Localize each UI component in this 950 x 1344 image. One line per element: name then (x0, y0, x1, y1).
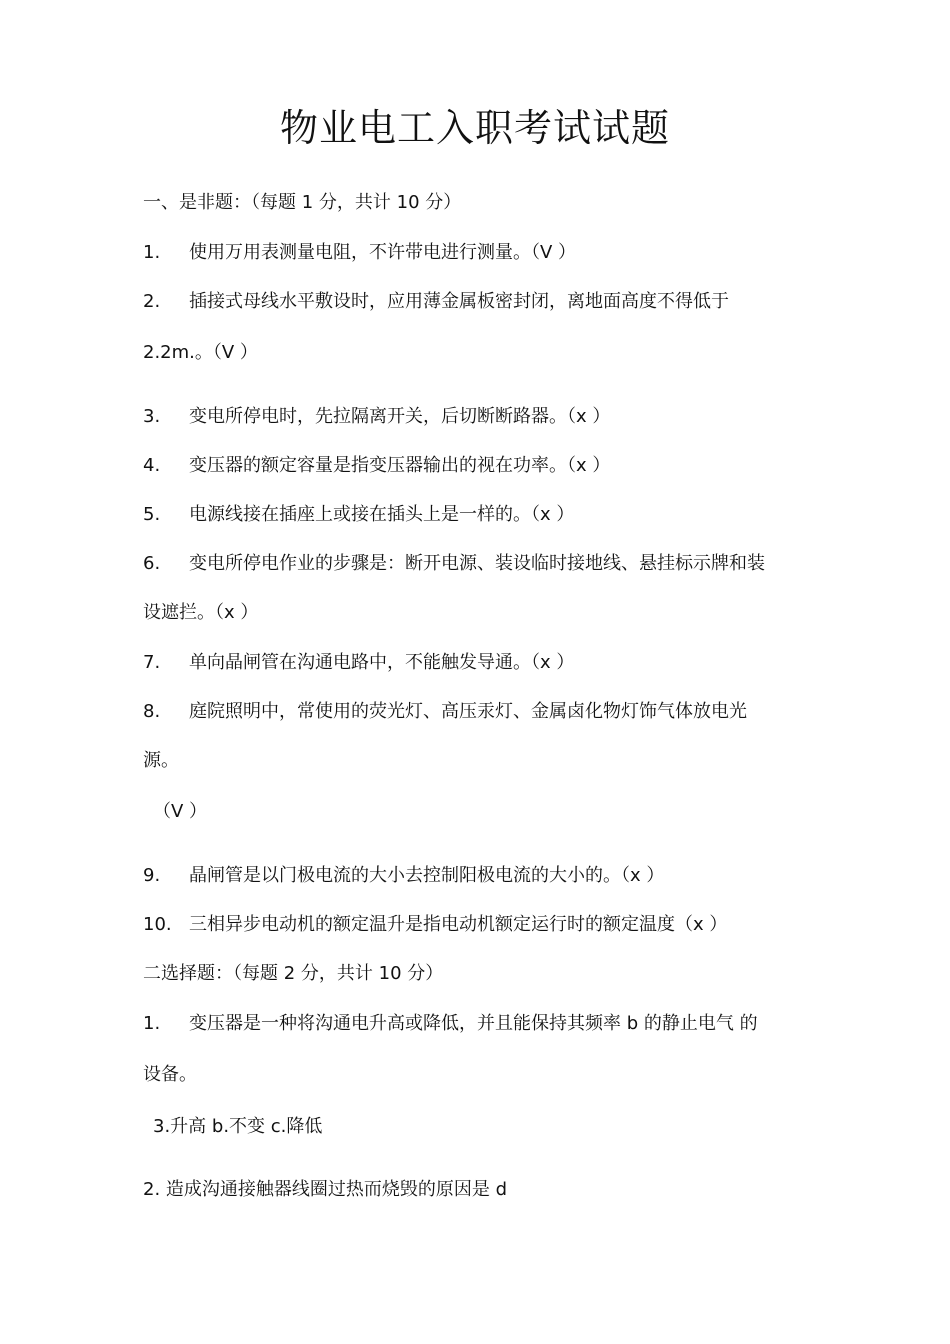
question-text: 庭院照明中，常使用的荧光灯、高压汞灯、金属卤化物灯饰气体放电光 (189, 701, 747, 722)
question-number: 10. (143, 914, 172, 935)
question-text: 使用万用表测量电阻，不许带电进行测量。（V ） (189, 242, 577, 263)
question-continuation: 设备。 (143, 1064, 197, 1085)
question-item (143, 502, 574, 528)
question-number: 2. (143, 291, 161, 312)
question-text: 变电所停电时，先拉隔离开关，后切断断路器。（x ） (189, 406, 611, 427)
section1-heading: 一、是非题：（每题 1 分，共计 10 分） (143, 192, 462, 213)
question-number: 6. (143, 553, 161, 574)
page-title: 物业电工入职考试试题 (279, 106, 670, 150)
question-item (143, 863, 664, 889)
question-text: 变压器是一种将沟通电升高或降低，并且能保持其频率 b 的静止电气 的 (189, 1013, 758, 1034)
question-text: 晶闸管是以门极电流的大小去控制阳极电流的大小的。（x ） (189, 865, 665, 886)
question-number: 7. (143, 652, 161, 673)
question-text: 变电所停电作业的步骤是：断开电源、装设临时接地线、悬挂标示牌和装 (189, 553, 765, 574)
question-item: 2. 造成沟通接触器线圈过热而烧毁的原因是 d (143, 1179, 508, 1200)
question-continuation: 2.2m.。（V ） (143, 342, 258, 363)
question-text: 三相异步电动机的额定温升是指电动机额定运行时的额定温度（x ） (189, 914, 728, 935)
section2-heading: 二选择题：（每题 2 分，共计 10 分） (143, 963, 444, 984)
question-number: 9. (143, 865, 161, 886)
question-item (143, 289, 729, 315)
question-number: 1. (143, 1013, 161, 1034)
question-answer: （V ） (153, 801, 208, 822)
question-options: 3.升高 b.不变 c.降低 (153, 1116, 323, 1137)
question-item (143, 699, 747, 725)
question-number: 8. (143, 701, 161, 722)
question-number: 1. (143, 242, 161, 263)
question-continuation: 设遮拦。（x ） (143, 602, 259, 623)
question-item (143, 912, 727, 938)
question-text: 单向晶闸管在沟通电路中，不能触发导通。（x ） (189, 652, 575, 673)
question-text: 变压器的额定容量是指变压器输出的视在功率。（x ） (189, 455, 611, 476)
question-item (143, 551, 765, 577)
question-item (143, 453, 610, 479)
question-item (143, 1011, 758, 1037)
question-number: 4. (143, 455, 161, 476)
question-item (143, 404, 610, 430)
question-number: 5. (143, 504, 161, 525)
question-item (143, 240, 576, 266)
question-item (143, 650, 574, 676)
question-number: 3. (143, 406, 161, 427)
question-continuation: 源。 (143, 750, 179, 771)
question-text: 电源线接在插座上或接在插头上是一样的。（x ） (189, 504, 575, 525)
question-text: 插接式母线水平敷设时，应用薄金属板密封闭，离地面高度不得低于 (189, 291, 729, 312)
